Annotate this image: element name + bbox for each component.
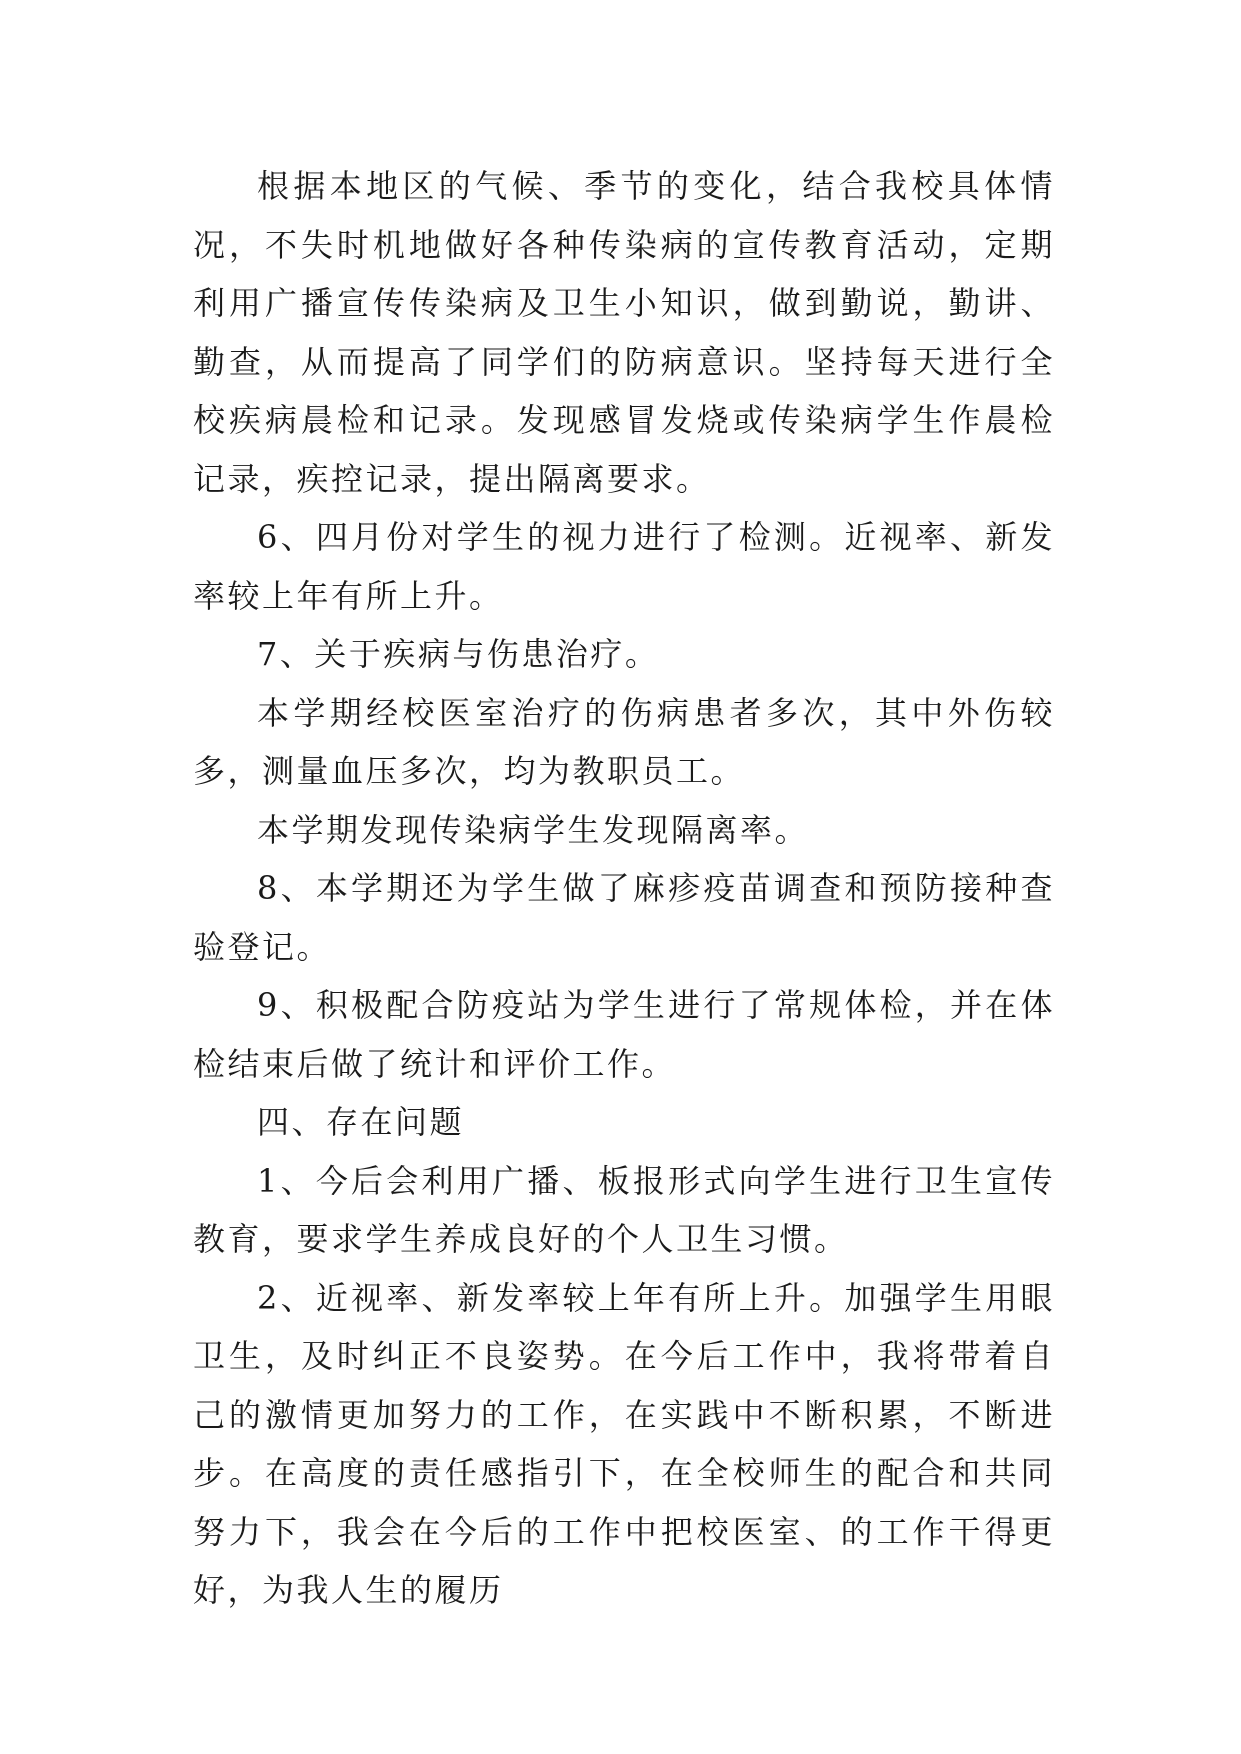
paragraph-treatment-details: 本学期经校医室治疗的伤病患者多次，其中外伤较多，测量血压多次，均为教职员工。 [193,693,1055,790]
paragraph-item-8-vaccine: 8、本学期还为学生做了麻疹疫苗调查和预防接种查验登记。 [193,869,1055,966]
paragraph-item-6-vision-test: 6、四月份对学生的视力进行了检测。近视率、新发率较上年有所上升。 [193,518,1055,615]
paragraph-item-9-checkup: 9、积极配合防疫站为学生进行了常规体检，并在体检结束后做了统计和评价工作。 [193,986,1055,1083]
paragraph-item-7-treatment: 7、关于疾病与伤患治疗。 [257,635,660,673]
paragraph-problem-1: 1、今后会利用广播、板报形式向学生进行卫生宣传教育，要求学生养成良好的个人卫生习惯。 [193,1161,1055,1258]
paragraph-isolation-rate: 本学期发现传染病学生发现隔离率。 [257,810,810,849]
paragraph-problem-2: 2、近视率、新发率较上年有所上升。加强学生用眼卫生，及时纠正不良姿势。在今后工作中，我将带着自己的激情更加努力的工作，在实践中不断积累，不断进步。在高度的责任感指引下，在全校师生的配合和共同努力下，我会在今后的工作中把校医室、的工作干得更好，为我人生的履历 [193,1278,1055,1609]
paragraph-health-education: 根据本地区的气候、季节的变化，结合我校具体情况，不失时机地做好各种传染病的宣传教育活动，定期利用广播宣传传染病及卫生小知识，做到勤说，勤讲、勤查，从而提高了同学们的防病意识。坚持每天进行全校疾病晨检和记录。发现感冒发烧或传染病学生作晨检记录，疾控记录，提出隔离要求。 [193,167,1055,498]
document-body [193,157,1055,1620]
section-heading-problems: 四、存在问题 [257,1103,465,1141]
